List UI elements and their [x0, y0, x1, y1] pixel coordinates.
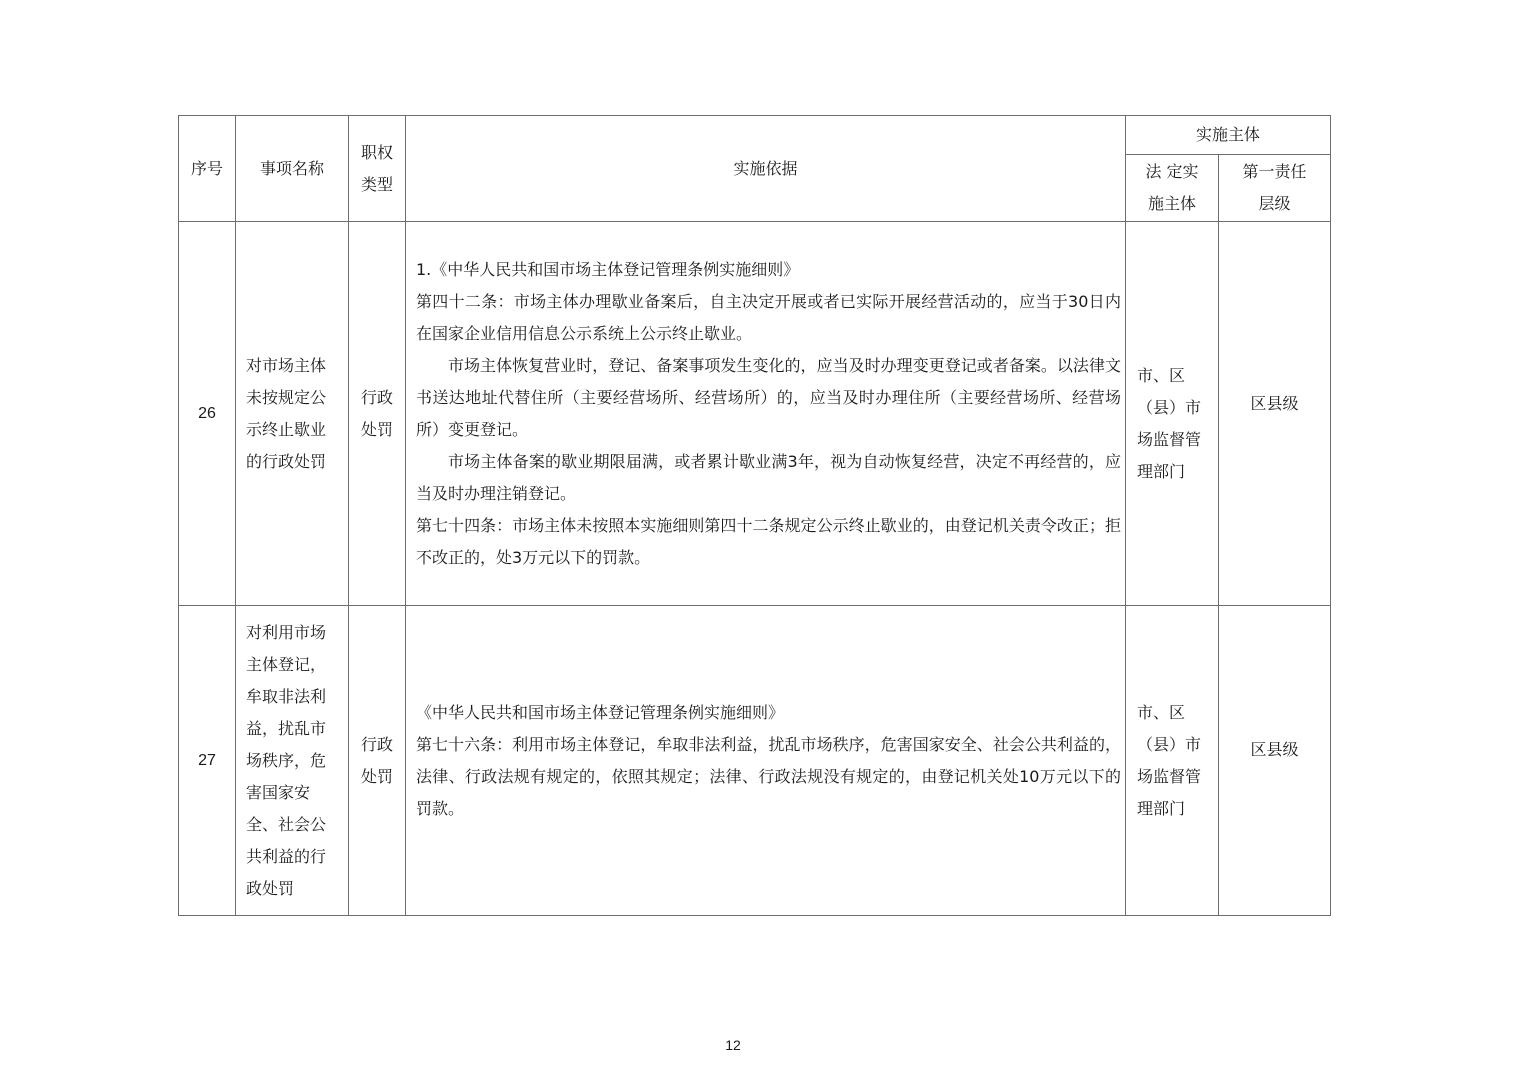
- basis-paragraph: 第七十六条：利用市场主体登记，牟取非法利益，扰乱市场秩序，危害国家安全、社会公共利益的，法律、行政法规有规定的，依照其规定；法律、行政法规没有规定的，由登记机关处10万元以下的罚款。: [416, 734, 1121, 818]
- row-seq: 26: [179, 222, 236, 606]
- row-item-name: 对市场主体未按规定公示终止歇业的行政处罚: [236, 222, 349, 606]
- header-legal-entity: 法 定实施主体: [1126, 155, 1219, 222]
- row-basis: [406, 606, 1126, 916]
- header-power-type: 职权类型: [349, 116, 406, 222]
- row-seq: 27: [179, 606, 236, 916]
- row-legal-entity: [1126, 222, 1219, 606]
- basis-paragraph: 第四十二条：市场主体办理歇业备案后，自主决定开展或者已实际开展经营活动的，应当于30日内在国家企业信用信息公示系统上公示终止歇业。: [416, 291, 1121, 343]
- header-item-name: 事项名称: [236, 116, 349, 222]
- enforcement-table: [178, 115, 1331, 916]
- header-entity-group: 实施主体: [1126, 116, 1331, 155]
- row-legal-entity: [1126, 606, 1219, 916]
- table-row: [179, 222, 1331, 606]
- responsibility-level-text: 区县级: [1250, 394, 1299, 413]
- row-power-type: 行政处罚: [349, 606, 406, 916]
- row-basis: [406, 222, 1126, 606]
- row-power-type: 行政处罚: [349, 222, 406, 606]
- row-responsibility-level: [1219, 606, 1331, 916]
- header-basis: 实施依据: [406, 116, 1126, 222]
- legal-entity-text: 市、区（县）市场监督管理部门: [1137, 702, 1202, 818]
- basis-paragraph: 市场主体恢复营业时，登记、备案事项发生变化的，应当及时办理变更登记或者备案。以法律文书送达地址代替住所（主要经营场所、经营场所）的，应当及时办理住所（主要经营场所、经营场所）变更登记。: [416, 355, 1121, 439]
- basis-paragraph: 1.《中华人民共和国市场主体登记管理条例实施细则》: [416, 259, 800, 279]
- basis-paragraph: 《中华人民共和国市场主体登记管理条例实施细则》: [416, 702, 785, 722]
- header-responsibility-level: 第一责任层级: [1219, 155, 1331, 222]
- row-responsibility-level: [1219, 222, 1331, 606]
- page-number: 12: [725, 1037, 741, 1053]
- responsibility-level-text: 区县级: [1250, 740, 1299, 759]
- row-item-name: 对利用市场主体登记，牟取非法利益，扰乱市场秩序，危害国家安全、社会公共利益的行政处罚: [236, 606, 349, 916]
- table-row: [179, 606, 1331, 916]
- basis-paragraph: 市场主体备案的歇业期限届满，或者累计歇业满3年，视为自动恢复经营，决定不再经营的，应当及时办理注销登记。: [416, 451, 1121, 503]
- header-seq: 序号: [179, 116, 236, 222]
- header-row-1: [179, 116, 1331, 155]
- legal-entity-text: 市、区（县）市场监督管理部门: [1137, 365, 1202, 481]
- basis-paragraph: 第七十四条：市场主体未按照本实施细则第四十二条规定公示终止歇业的，由登记机关责令改正；拒不改正的，处3万元以下的罚款。: [416, 515, 1121, 567]
